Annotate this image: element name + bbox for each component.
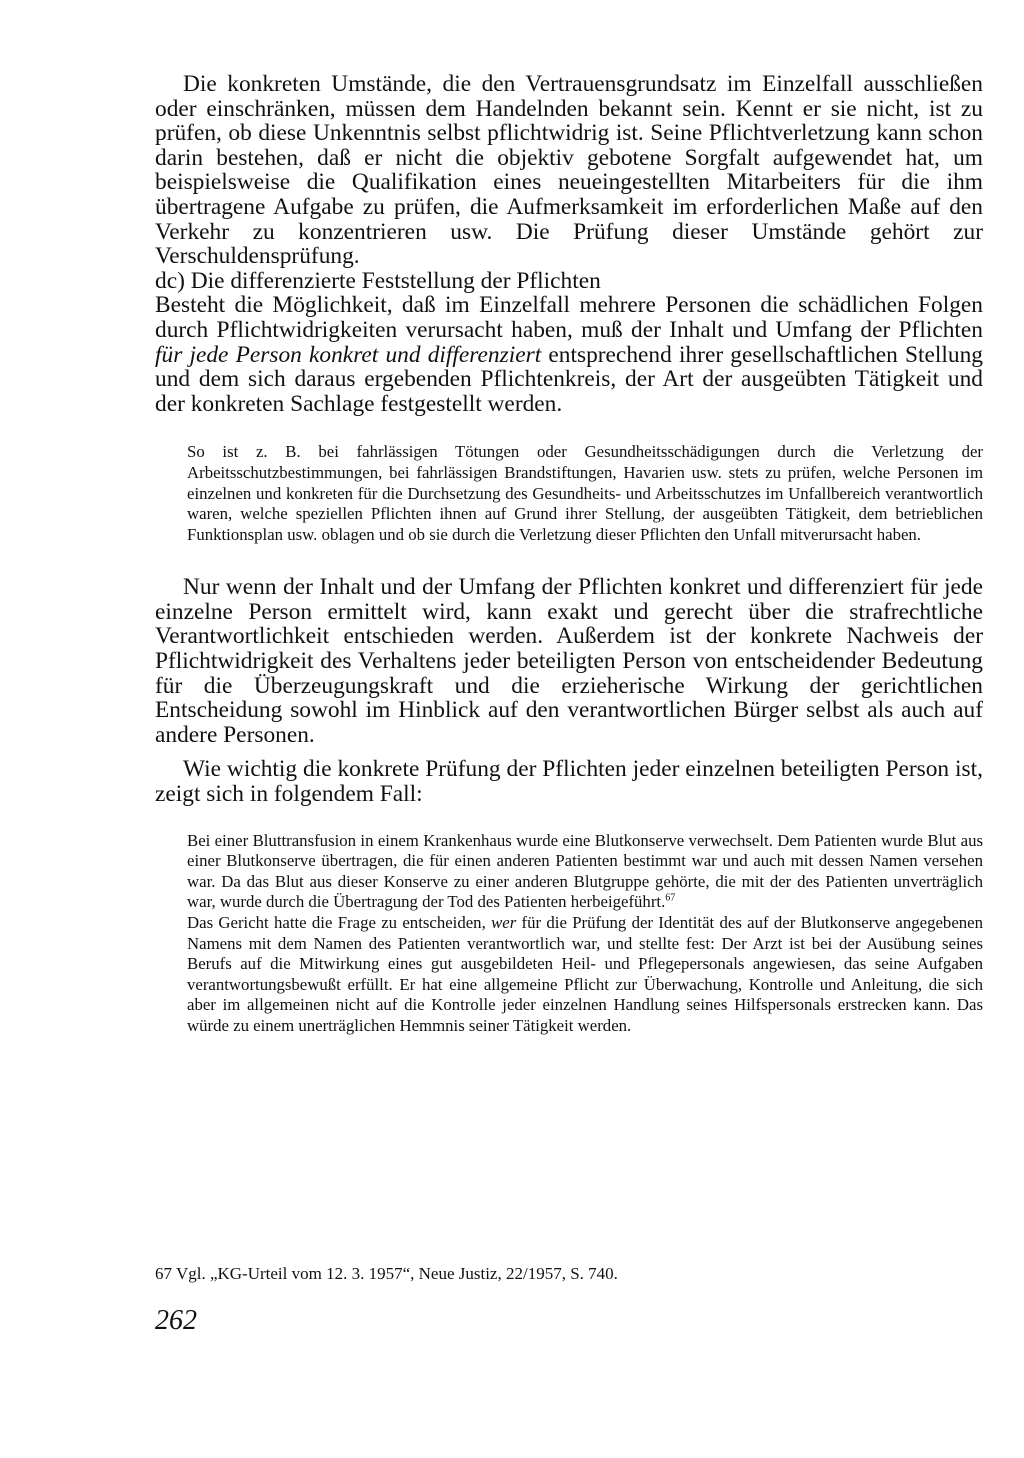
paragraph-vertrauensgrundsatz: Die konkreten Umstände, die den Vertrauensgrundsatz im Einzelfall ausschließen oder einschränken, müssen dem Handelnden bekannt sein. Kennt er sie nicht, ist zu prüfen, ob diese Unkenntnis selbst pflichtwidrig ist. Seine Pflichtverletzung kann schon darin bestehen, daß er nicht die objektiv gebotene Sorgfalt aufgewendet hat, um beispielsweise die Qualifikation eines neueingestellten Mitarbeiters für die ihm übertragene Aufgabe zu prüfen, die Aufmerksamkeit im erforderlichen Maße auf den Verkehr zu konzentrieren usw. Die Prüfung dieser Umstände gehört zur Verschuldensprüfung. [155,71,983,270]
paragraph-fall-intro: Wie wichtig die konkrete Prüfung der Pflichten jeder einzelnen beteiligten Person ist, zeigt sich in folgendem Fall: [155,756,983,808]
page-number: 262 [155,1305,197,1336]
paragraph-text: entsprechend ihrer gesellschaftlichen Stellung und dem sich daraus ergebenden Pflichtenkreis, der Art der ausgeübten Tätigkeit und der konkreten Sachlage festgestellt werden. [155,341,983,417]
paragraph-strafrechtliche-verantwortlichkeit: Nur wenn der Inhalt und der Umfang der Pflichten konkret und differenziert für jede einzelne Person ermittelt wird, kann exakt und gerecht über die strafrechtliche Verantwortlichkeit entschieden werden. Außerdem ist der konkrete Nachweis der Pflichtwidrigkeit des Verhaltens jeder beteiligten Person von entscheidender Bedeutung für die Überzeugungskraft und die erzieherische Wirkung der gerichtlichen Entscheidung sowohl im Hinblick auf den verantwortlichen Bürger selbst als auch auf andere Personen. [155,574,983,748]
example-bluttransfusion [187,831,983,913]
example-text: Das Gericht hatte die Frage zu entscheiden, [187,913,492,932]
example-arbeitsschutz: So ist z. B. bei fahrlässigen Tötungen oder Gesundheitsschädigungen durch die Verletzung der Arbeitsschutzbestimmungen, bei fahrlässigen Brandstiftungen, Havarien usw. stets zu prüfen, welche Personen im einzelnen und konkreten für die Durchsetzung des Gesundheits- und Arbeitsschutzes im Unfallbereich verantwortlich waren, welche speziellen Pflichten ihnen auf Grund ihrer Stellung, der ausgeübten Tätigkeit, dem betrieblichen Funktionsplan usw. oblagen und ob sie durch die Verletzung dieser Pflichten den Unfall mitverursacht haben. [187,442,983,544]
section-heading-dc: dc) Die differenzierte Feststellung der Pflichten [155,267,601,294]
paragraph-text: Besteht die Möglichkeit, daß im Einzelfall mehrere Personen die schädlichen Folgen durch Pflichtwidrigkeiten verursacht haben, muß der Inhalt und Umfang der Pflichten [155,292,983,343]
example-gericht [187,913,983,1037]
example-text: Bei einer Bluttransfusion in einem Krankenhaus wurde eine Blutkonserve verwechselt. Dem Patienten wurde Blut aus einer Blutkonserve übertragen, die für einen anderen Patienten bestimmt war und auch mit dessen Namen versehen war. Da das Blut aus dieser Konserve zu einer anderen Blutgruppe gehörte, die mit der des Patienten unverträglich war, wurde durch die Übertragung der Tod des Patienten herbeigeführt. [187,830,983,912]
example-text: für die Prüfung der Identität des auf der Blutkonserve angegebenen Namens mit dem Namen des Patienten verantwortlich war, und stellte fest: Der Arzt ist bei der Ausübung seines Berufs auf die Mitwirkung eines gut ausgebildeten Heil- und Pflegepersonals angewiesen, das seine Aufgaben verantwortungsbewußt erfüllt. Er hat eine allgemeine Pflicht zur Überwachung, Kontrolle und Anleitung, die sich aber im allgemeinen nicht auf die Kontrolle jeder einzelnen Handlung seines Hilfspersonals erstrecken kann. Das würde zu einem unerträglichen Hemmnis seiner Tätigkeit werden. [187,913,984,1035]
footnote: 67 Vgl. „KG-Urteil vom 12. 3. 1957“, Neue Justiz, 22/1957, S. 740. [155,1264,618,1283]
emphasis-text: für jede Person konkret und differenziert [155,341,542,368]
emphasis-text: wer [491,913,517,932]
paragraph-differenzierte-feststellung [155,293,983,416]
page-body [155,72,983,1037]
footnote-reference[interactable]: 67 [665,892,676,904]
